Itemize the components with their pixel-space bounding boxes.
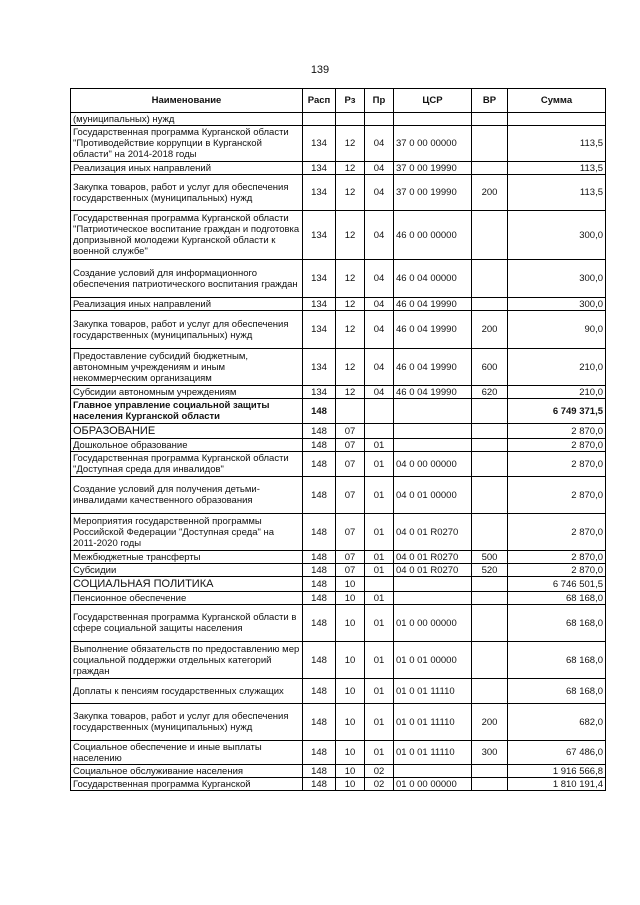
cell-vr xyxy=(472,162,508,175)
table-body xyxy=(71,113,606,791)
table-row xyxy=(71,592,606,605)
cell-csr: 46 0 00 00000 xyxy=(394,211,472,260)
cell-rz: 12 xyxy=(336,260,365,298)
cell-name: Социальное обеспечение и иные выплаты населению xyxy=(71,741,303,765)
cell-sum: 682,0 xyxy=(508,704,606,741)
cell-sum xyxy=(508,113,606,126)
cell-sum: 1 916 566,8 xyxy=(508,765,606,778)
cell-sum: 2 870,0 xyxy=(508,514,606,551)
cell-rz: 12 xyxy=(336,311,365,349)
cell-vr: 520 xyxy=(472,564,508,577)
cell-pr: 01 xyxy=(365,551,394,564)
cell-pr: 01 xyxy=(365,514,394,551)
cell-pr: 04 xyxy=(365,349,394,386)
table-row xyxy=(71,452,606,477)
cell-csr xyxy=(394,765,472,778)
cell-pr: 01 xyxy=(365,704,394,741)
budget-table xyxy=(70,88,606,791)
cell-rz: 10 xyxy=(336,704,365,741)
cell-vr: 500 xyxy=(472,551,508,564)
cell-csr: 04 0 01 R0270 xyxy=(394,551,472,564)
table-row xyxy=(71,564,606,577)
table-row xyxy=(71,211,606,260)
cell-csr xyxy=(394,113,472,126)
cell-rasp: 148 xyxy=(303,564,336,577)
cell-sum: 113,5 xyxy=(508,175,606,211)
cell-vr xyxy=(472,298,508,311)
cell-rz: 12 xyxy=(336,349,365,386)
table-row xyxy=(71,113,606,126)
cell-sum: 6 749 371,5 xyxy=(508,399,606,424)
cell-csr: 01 0 01 11110 xyxy=(394,679,472,704)
cell-rz: 07 xyxy=(336,477,365,514)
cell-vr xyxy=(472,439,508,452)
cell-sum: 300,0 xyxy=(508,298,606,311)
cell-sum: 2 870,0 xyxy=(508,564,606,577)
cell-vr: 300 xyxy=(472,741,508,765)
cell-rasp xyxy=(303,113,336,126)
cell-csr: 01 0 01 11110 xyxy=(394,741,472,765)
cell-rasp: 148 xyxy=(303,577,336,592)
cell-sum: 2 870,0 xyxy=(508,551,606,564)
cell-rasp: 148 xyxy=(303,592,336,605)
table-row xyxy=(71,126,606,162)
cell-csr: 37 0 00 19990 xyxy=(394,162,472,175)
cell-name: Государственная программа Курганской области "Доступная среда для инвалидов" xyxy=(71,452,303,477)
cell-sum: 6 746 501,5 xyxy=(508,577,606,592)
cell-vr xyxy=(472,260,508,298)
cell-name: Выполнение обязательств по предоставлению мер социальной поддержки отдельных категорий граждан xyxy=(71,642,303,679)
cell-name: Государственная программа Курганской xyxy=(71,778,303,791)
cell-rasp: 148 xyxy=(303,514,336,551)
cell-pr xyxy=(365,113,394,126)
cell-vr xyxy=(472,592,508,605)
cell-pr: 01 xyxy=(365,592,394,605)
cell-pr: 01 xyxy=(365,452,394,477)
header-pr: Пр xyxy=(365,89,394,113)
cell-rasp: 148 xyxy=(303,778,336,791)
cell-vr: 600 xyxy=(472,349,508,386)
cell-sum: 68 168,0 xyxy=(508,679,606,704)
cell-rasp: 148 xyxy=(303,679,336,704)
cell-csr: 04 0 01 R0270 xyxy=(394,564,472,577)
cell-name: Закупка товаров, работ и услуг для обеспечения государственных (муниципальных) нужд xyxy=(71,175,303,211)
cell-csr: 37 0 00 00000 xyxy=(394,126,472,162)
cell-csr: 01 0 01 11110 xyxy=(394,704,472,741)
cell-sum: 68 168,0 xyxy=(508,592,606,605)
table-row xyxy=(71,386,606,399)
cell-rz: 10 xyxy=(336,642,365,679)
cell-sum: 300,0 xyxy=(508,211,606,260)
table-row xyxy=(71,349,606,386)
cell-sum: 67 486,0 xyxy=(508,741,606,765)
table-row xyxy=(71,765,606,778)
cell-rasp: 148 xyxy=(303,704,336,741)
cell-rz: 07 xyxy=(336,564,365,577)
cell-name: Дошкольное образование xyxy=(71,439,303,452)
cell-csr xyxy=(394,577,472,592)
cell-pr: 01 xyxy=(365,564,394,577)
cell-vr xyxy=(472,452,508,477)
cell-rz xyxy=(336,113,365,126)
cell-pr: 04 xyxy=(365,298,394,311)
cell-rasp: 134 xyxy=(303,211,336,260)
cell-name: Доплаты к пенсиям государственных служащих xyxy=(71,679,303,704)
cell-csr: 46 0 04 19990 xyxy=(394,298,472,311)
cell-rasp: 134 xyxy=(303,311,336,349)
cell-rasp: 148 xyxy=(303,477,336,514)
cell-rz: 07 xyxy=(336,424,365,439)
cell-rasp: 134 xyxy=(303,126,336,162)
cell-sum: 1 810 191,4 xyxy=(508,778,606,791)
cell-rz: 07 xyxy=(336,452,365,477)
cell-rasp: 134 xyxy=(303,175,336,211)
table-row xyxy=(71,551,606,564)
cell-rasp: 134 xyxy=(303,162,336,175)
cell-rz: 12 xyxy=(336,298,365,311)
cell-csr: 04 0 01 00000 xyxy=(394,477,472,514)
cell-vr xyxy=(472,514,508,551)
cell-name: Государственная программа Курганской области в сфере социальной защиты населения xyxy=(71,605,303,642)
table-row xyxy=(71,175,606,211)
cell-name: Закупка товаров, работ и услуг для обеспечения государственных (муниципальных) нужд xyxy=(71,311,303,349)
cell-rasp: 134 xyxy=(303,386,336,399)
cell-rz: 10 xyxy=(336,679,365,704)
cell-rz: 12 xyxy=(336,175,365,211)
cell-vr xyxy=(472,113,508,126)
cell-rasp: 148 xyxy=(303,605,336,642)
cell-name: Государственная программа Курганской области "Патриотическое воспитание граждан и подготовка допризывной молодежи Курганской области к военной службе" xyxy=(71,211,303,260)
cell-sum: 2 870,0 xyxy=(508,452,606,477)
cell-vr xyxy=(472,765,508,778)
table-row xyxy=(71,514,606,551)
cell-pr: 01 xyxy=(365,642,394,679)
cell-csr: 46 0 04 19990 xyxy=(394,349,472,386)
cell-rasp: 148 xyxy=(303,741,336,765)
cell-sum: 2 870,0 xyxy=(508,424,606,439)
cell-sum: 2 870,0 xyxy=(508,477,606,514)
table-row xyxy=(71,298,606,311)
cell-vr: 200 xyxy=(472,175,508,211)
cell-pr: 02 xyxy=(365,778,394,791)
cell-vr xyxy=(472,211,508,260)
cell-rz: 10 xyxy=(336,765,365,778)
cell-rz: 07 xyxy=(336,514,365,551)
cell-csr: 46 0 04 19990 xyxy=(394,311,472,349)
cell-csr: 01 0 01 00000 xyxy=(394,642,472,679)
cell-name: Создание условий для информационного обеспечения патриотического воспитания граждан xyxy=(71,260,303,298)
cell-csr: 01 0 00 00000 xyxy=(394,605,472,642)
cell-vr: 200 xyxy=(472,311,508,349)
cell-pr: 01 xyxy=(365,439,394,452)
cell-pr: 04 xyxy=(365,260,394,298)
table-header-row xyxy=(71,89,606,113)
table-row xyxy=(71,260,606,298)
header-vr: ВР xyxy=(472,89,508,113)
cell-vr: 200 xyxy=(472,704,508,741)
cell-pr: 01 xyxy=(365,679,394,704)
cell-vr xyxy=(472,477,508,514)
cell-vr xyxy=(472,679,508,704)
cell-pr: 04 xyxy=(365,175,394,211)
cell-name: Государственная программа Курганской области "Противодействие коррупции в Курганской области" на 2014-2018 годы xyxy=(71,126,303,162)
cell-name: Субсидии автономным учреждениям xyxy=(71,386,303,399)
cell-csr xyxy=(394,399,472,424)
cell-rz: 10 xyxy=(336,778,365,791)
cell-vr xyxy=(472,577,508,592)
page-number: 139 xyxy=(310,64,330,76)
cell-rz: 12 xyxy=(336,126,365,162)
cell-sum: 90,0 xyxy=(508,311,606,349)
cell-sum: 210,0 xyxy=(508,386,606,399)
cell-rasp: 134 xyxy=(303,260,336,298)
table-row xyxy=(71,704,606,741)
cell-name: (муниципальных) нужд xyxy=(71,113,303,126)
header-rz: Рз xyxy=(336,89,365,113)
cell-name: Закупка товаров, работ и услуг для обеспечения государственных (муниципальных) нужд xyxy=(71,704,303,741)
cell-rz: 10 xyxy=(336,592,365,605)
header-sum: Сумма xyxy=(508,89,606,113)
cell-name: ОБРАЗОВАНИЕ xyxy=(71,424,303,439)
cell-rz: 07 xyxy=(336,551,365,564)
cell-vr xyxy=(472,399,508,424)
header-rasp: Расп xyxy=(303,89,336,113)
cell-pr: 02 xyxy=(365,765,394,778)
cell-pr: 04 xyxy=(365,386,394,399)
cell-rasp: 134 xyxy=(303,298,336,311)
cell-rz xyxy=(336,399,365,424)
cell-rz: 12 xyxy=(336,386,365,399)
table-row xyxy=(71,162,606,175)
cell-sum: 300,0 xyxy=(508,260,606,298)
cell-vr xyxy=(472,424,508,439)
cell-name: Реализация иных направлений xyxy=(71,298,303,311)
cell-sum: 68 168,0 xyxy=(508,642,606,679)
cell-rasp: 148 xyxy=(303,424,336,439)
cell-name: Реализация иных направлений xyxy=(71,162,303,175)
cell-pr: 04 xyxy=(365,211,394,260)
cell-pr: 04 xyxy=(365,311,394,349)
cell-name: Главное управление социальной защиты населения Курганской области xyxy=(71,399,303,424)
cell-csr xyxy=(394,439,472,452)
cell-csr: 46 0 04 19990 xyxy=(394,386,472,399)
cell-pr: 04 xyxy=(365,126,394,162)
cell-csr: 04 0 01 R0270 xyxy=(394,514,472,551)
cell-pr xyxy=(365,577,394,592)
cell-pr xyxy=(365,399,394,424)
cell-vr xyxy=(472,642,508,679)
table-row xyxy=(71,605,606,642)
cell-vr xyxy=(472,605,508,642)
cell-name: Субсидии xyxy=(71,564,303,577)
cell-vr xyxy=(472,126,508,162)
table-row xyxy=(71,741,606,765)
cell-pr: 04 xyxy=(365,162,394,175)
cell-rz: 10 xyxy=(336,741,365,765)
table-row xyxy=(71,679,606,704)
cell-csr: 37 0 00 19990 xyxy=(394,175,472,211)
table-row xyxy=(71,399,606,424)
table-row xyxy=(71,577,606,592)
cell-pr: 01 xyxy=(365,741,394,765)
table-row xyxy=(71,778,606,791)
cell-name: Межбюджетные трансферты xyxy=(71,551,303,564)
cell-rasp: 148 xyxy=(303,551,336,564)
cell-rz: 10 xyxy=(336,577,365,592)
cell-name: Создание условий для получения детьми-инвалидами качественного образования xyxy=(71,477,303,514)
cell-pr: 01 xyxy=(365,605,394,642)
cell-name: СОЦИАЛЬНАЯ ПОЛИТИКА xyxy=(71,577,303,592)
cell-csr: 46 0 04 00000 xyxy=(394,260,472,298)
cell-rasp: 148 xyxy=(303,399,336,424)
cell-name: Мероприятия государственной программы Российской Федерации "Доступная среда" на 2011-2020 годы xyxy=(71,514,303,551)
cell-vr xyxy=(472,778,508,791)
cell-pr xyxy=(365,424,394,439)
cell-rasp: 148 xyxy=(303,765,336,778)
table-row xyxy=(71,311,606,349)
table-row xyxy=(71,477,606,514)
cell-sum: 113,5 xyxy=(508,126,606,162)
cell-rz: 10 xyxy=(336,605,365,642)
cell-sum: 210,0 xyxy=(508,349,606,386)
header-csr: ЦСР xyxy=(394,89,472,113)
table-row xyxy=(71,439,606,452)
cell-pr: 01 xyxy=(365,477,394,514)
cell-rasp: 148 xyxy=(303,642,336,679)
cell-rz: 07 xyxy=(336,439,365,452)
cell-csr xyxy=(394,424,472,439)
cell-name: Социальное обслуживание населения xyxy=(71,765,303,778)
cell-rasp: 134 xyxy=(303,349,336,386)
cell-rz: 12 xyxy=(336,211,365,260)
cell-rasp: 148 xyxy=(303,439,336,452)
cell-sum: 113,5 xyxy=(508,162,606,175)
cell-rz: 12 xyxy=(336,162,365,175)
table-row xyxy=(71,642,606,679)
cell-csr: 01 0 00 00000 xyxy=(394,778,472,791)
cell-rasp: 148 xyxy=(303,452,336,477)
cell-vr: 620 xyxy=(472,386,508,399)
cell-name: Пенсионное обеспечение xyxy=(71,592,303,605)
header-name: Наименование xyxy=(71,89,303,113)
cell-sum: 68 168,0 xyxy=(508,605,606,642)
cell-csr: 04 0 00 00000 xyxy=(394,452,472,477)
cell-csr xyxy=(394,592,472,605)
cell-sum: 2 870,0 xyxy=(508,439,606,452)
cell-name: Предоставление субсидий бюджетным, автономным учреждениям и иным некоммерческим организациям xyxy=(71,349,303,386)
table-row xyxy=(71,424,606,439)
